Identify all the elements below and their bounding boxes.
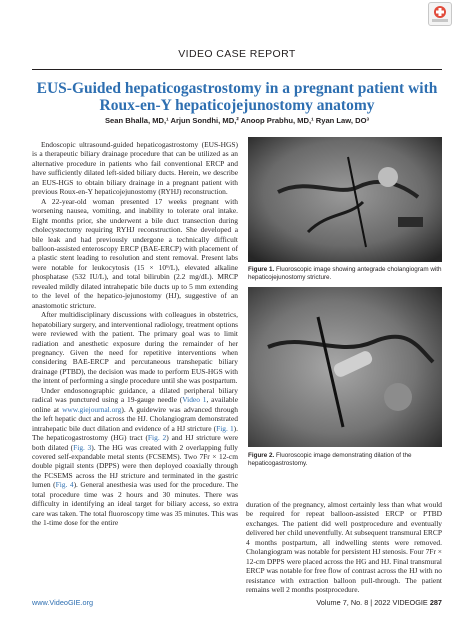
figure-1-image	[248, 137, 442, 262]
body-column-right	[246, 500, 442, 595]
body-paragraph: A 22-year-old woman presented 17 weeks pregnant with worsening nausea, vomiting, and inability to tolerate oral intake. Eight months prior, she underwent a bile duct transection during cholecystectomy requiring RYHJ reconstruction. She developed a bile leak and had previously undergone a technically difficult balloon-assisted enteroscopy ERCP (BAE-ERCP) with placement of a plastic stent leading to resolution and stent removal. Present labs were notable for leukocytosis (15 × 10⁹/L), elevated alkaline phosphatase (532 IU/L), and total bilirubin (2.2 mg/dL). MRCP revealed mildly dilated intrahepatic bile ducts up to 5 mm extending to the level of the hepatico-jejunostomy (HJ), suggestive of an anastomotic stricture.	[32, 196, 238, 310]
body-paragraph: Endoscopic ultrasound-guided hepaticogastrostomy (EUS-HGS) is a therapeutic biliary drainage procedure that can be utilized as an alternative procedure in patients who fail conventional ERCP and have sufficiently dilated left-sided biliary ducts. Herein, we describe an EUS-HGS to obtain biliary drainage in a pregnant patient with previous Roux-en-Y hepaticojejunostomy (RYHJ) reconstruction.	[32, 140, 238, 197]
author-list: Sean Bhalla, MD,¹ Arjun Sondhi, MD,² Anoop Prabhu, MD,¹ Ryan Law, DO³	[104, 116, 370, 125]
header-divider	[32, 69, 442, 70]
figure-4-link[interactable]: Fig. 4	[55, 480, 74, 490]
figure-3-link[interactable]: Fig. 3	[73, 442, 92, 452]
body-paragraph-procedure: Under endosonographic guidance, a dilated peripheral biliary radical was punctured using a 19-gauge needle (Video 1, available online at www.giejournal.org). A guidewire was advanced through the left hepatic duct and across the HJ. Cholangiogram demonstrated intrahepatic bile duct dilation and evidence of a HJ stricture (Fig. 1). The hepaticogastrostomy (HG) tract (Fig. 2) and HJ stricture were both dilated (Fig. 3). The HG was created with 2 overlapping fully covered self-expandable metal stents (FCSEMS). Two 7Fr × 12-cm double pigtail stents (DPPS) were then deployed coaxially through the FCSEMS across the HJ stricture and terminated in the gastric lumen (Fig. 4). General anesthesia was used for the procedure. The total procedure time was 2 hours and 30 minutes. There was difficulty in identifying an ideal target for biliary access, so extra care was taken. The total fluoroscopy time was 35 minutes. This was the 1-time dose for the entire	[32, 385, 239, 528]
crossmark-icon[interactable]	[428, 2, 452, 26]
footer-site-link[interactable]: www.VideoGIE.org	[32, 598, 94, 607]
body-column-left	[32, 140, 238, 528]
body-paragraph: duration of the pregnancy, almost certainly less than what would be required for repeat balloon-assisted ERCP or PTBD exchanges. The patient did well postprocedure and eventually delivered her child uneventfully. At subsequent transmural ERCP 4 months postpartum, all indwelling stents were removed. Cholangiogram was notable for persistent HJ stenosis. Four 7Fr × 12-cm DPPS were placed across the HG and HJ. Final transmural ERCP was notable for free flow of contrast across the HJ with no resistance with extraction balloon pull-through. The patient remains well 2 months postprocedure.	[246, 500, 442, 595]
journal-site-link[interactable]: www.giejournal.org	[62, 404, 122, 414]
figure-2-image	[248, 287, 442, 447]
figure-2-caption: Figure 2. Fluoroscopic image demonstrating dilation of the hepaticogastrostomy.	[248, 452, 412, 467]
article-title: EUS-Guided hepaticogastrostomy in a pregnant patient with Roux-en-Y hepaticojejunostomy anatomy	[36, 80, 438, 114]
footer-citation: Volume 7, No. 8 | 2022 VIDEOGIE 287	[316, 598, 442, 607]
body-paragraph: After multidisciplinary discussions with colleagues in obstetrics, hepatobiliary surgery, and interventional radiology, treatment options were reviewed with the patient. The primary goal was to limit radiation and anesthetic exposure during the remainder of her pregnancy. Given the need for repetitive interventions when considering BAE-ERCP and percutaneous transhepatic biliary drainage (PTBD), the decision was made to perform EUS-HGS with the intent of performing a single procedure until she was postpartum.	[32, 310, 238, 386]
video-link[interactable]: Video 1	[182, 395, 207, 405]
figure-1-caption: Figure 1. Fluoroscopic image showing antegrade cholangiogram with hepaticojejunostomy stricture.	[248, 266, 442, 281]
figure-2-link[interactable]: Fig. 2	[147, 433, 167, 443]
figure-1-link[interactable]: Fig. 1	[216, 423, 234, 433]
section-label: VIDEO CASE REPORT	[178, 48, 296, 60]
